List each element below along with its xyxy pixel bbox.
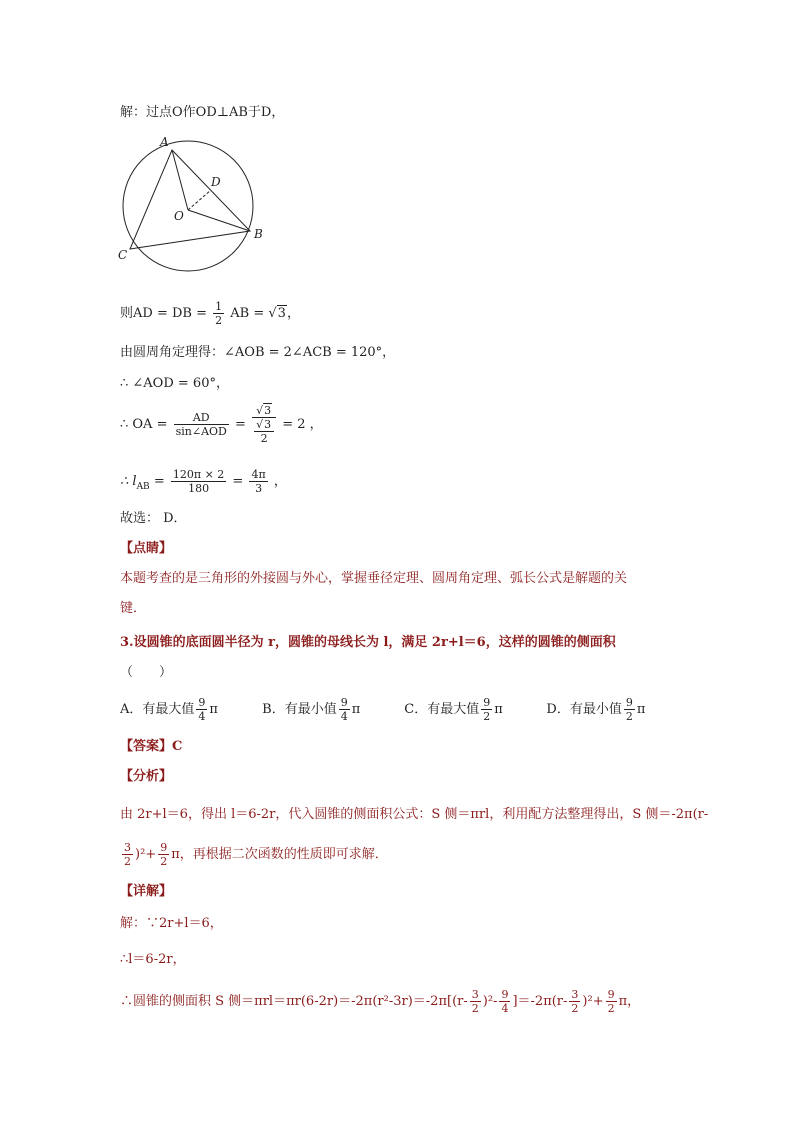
question-3-line-2: （ ） bbox=[120, 665, 173, 680]
analysis-line-1: 由 2r+l＝6，得出 l＝6-2r，代入圆锥的侧面积公式：S 侧＝πrl，利用配方法整理得出，S 侧＝-2π(r- bbox=[120, 807, 709, 822]
figure-od bbox=[188, 190, 211, 210]
equation-1: 则AD = DB = $\frac{1}{2}$ AB = √3， bbox=[120, 300, 300, 327]
detail-line-3: ∴圆锥的侧面积 S 侧＝πrl＝πr(6-2r)＝-2π(r²-3r)＝-2π[(r- $\frac{3}{2}$ )²- $\frac{9}{4}$ ]＝-2π(r- $\frac{3}{2}$ )²+ $\frac{9}{2}$ π， bbox=[120, 988, 641, 1015]
option-d[interactable]: D．有最小值 $\frac{9}{2}$ π bbox=[546, 696, 646, 723]
detail-tag: 【详解】 bbox=[120, 884, 173, 899]
comment-line-1: 本题考查的是三角形的外接圆与外心，掌握垂径定理、圆周角定理、弧长公式是解题的关 bbox=[120, 571, 628, 586]
figure-triangle bbox=[130, 150, 250, 249]
label-d: D bbox=[211, 175, 221, 189]
figure-ob bbox=[188, 210, 250, 231]
solution-intro: 解：过点O作OD⊥AB于D， bbox=[120, 105, 285, 120]
detail-line-2: ∴l＝6-2r， bbox=[120, 952, 186, 967]
equation-5: ∴ $l_{AB}$ = $\frac{120\pi \times 2}{180}$ = $\frac{4\pi}{3}$ ， bbox=[120, 468, 287, 495]
label-c: C bbox=[118, 248, 128, 262]
label-b: B bbox=[254, 227, 263, 241]
options-row bbox=[120, 692, 684, 728]
answer-tag: 【答案】 bbox=[120, 739, 173, 754]
answer-line bbox=[120, 737, 182, 757]
analysis-tag: 【分析】 bbox=[120, 769, 173, 784]
option-b[interactable]: B．有最小值 $\frac{9}{4}$ π bbox=[262, 696, 361, 723]
analysis-line-2: $\frac{3}{2}$ )²+ $\frac{9}{2}$ π，再根据二次函数的性质即可求解． bbox=[124, 841, 388, 868]
figure-circle bbox=[123, 141, 253, 271]
detail-line-1: 解：∵2r+l＝6， bbox=[120, 916, 223, 931]
option-a[interactable]: A．有最大值 $\frac{9}{4}$ π bbox=[120, 696, 218, 723]
answer-value: C bbox=[172, 739, 183, 754]
comment-line-2: 键． bbox=[120, 601, 147, 616]
question-3-line-1: 3.设圆锥的底面圆半径为 r，圆锥的母线长为 l，满足 2r+l＝6，这样的圆锥的侧面积 bbox=[120, 635, 616, 650]
equation-2: 由圆周角定理得：∠AOB = 2∠ACB = 120°， bbox=[120, 345, 396, 360]
select-answer: 故选： D． bbox=[120, 511, 187, 526]
option-c[interactable]: C．有最大值 $\frac{9}{2}$ π bbox=[404, 696, 503, 723]
label-o: O bbox=[174, 209, 184, 223]
label-a: A bbox=[160, 135, 169, 149]
equation-3: ∴ ∠AOD = 60°， bbox=[120, 376, 229, 391]
tag-dianjing: 【点睛】 bbox=[120, 541, 173, 556]
circle-figure bbox=[110, 130, 270, 280]
equation-4: ∴ OA = $\frac{AD}{\text{sin∠AOD}}$ = $\frac{√3}{\frac{√3}{2}}$ = 2 ， bbox=[120, 404, 323, 445]
